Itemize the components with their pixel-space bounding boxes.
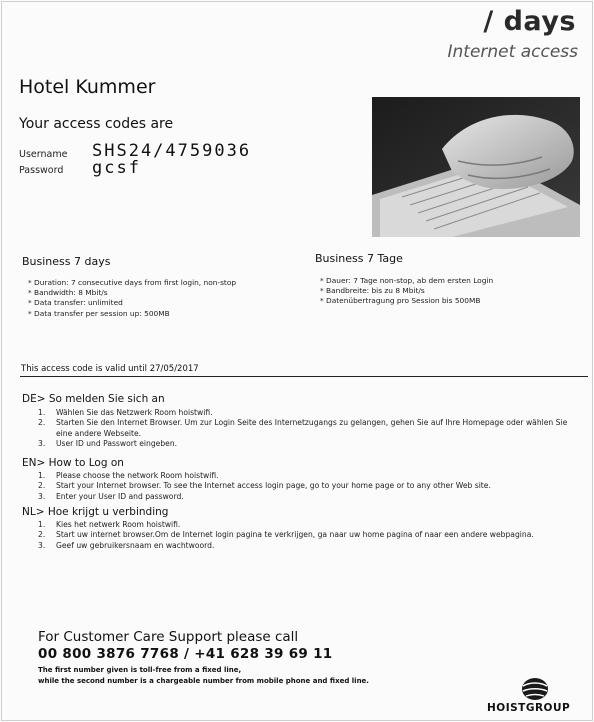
hand-on-laptop-photo [372,97,580,237]
username-value: SHS24/4759036 [92,141,252,161]
step-number: 1. [38,520,46,529]
step-item [38,520,578,530]
username-label: Username [19,149,68,160]
password-value: gcsf [92,158,141,178]
step-item [38,530,578,540]
instructions-de-steps [38,408,578,449]
customer-care-note [38,665,369,687]
password-label: Password [19,165,64,176]
access-codes-heading: Your access codes are [19,116,174,132]
note-line: The first number given is toll-free from a fixed line, [38,666,242,674]
divider [20,376,588,377]
step-text: Geef uw gebruikersnaam en wachtwoord. [56,540,215,550]
step-number: 2. [38,530,46,540]
internet-access-subtitle: Internet access [447,42,578,62]
language-code: DE> [22,393,46,405]
step-number: 1. [38,471,46,480]
plan-feature-item: * Dauer: 7 Tage non-stop, ab dem ersten Login [320,276,493,286]
language-code: NL> [22,506,45,518]
instructions-nl-steps [38,520,578,551]
instructions-title: How to Log on [48,457,124,469]
hotel-name: Hotel Kummer [19,76,156,98]
instructions-de-heading [22,393,165,405]
step-number: 2. [38,481,46,491]
step-item [38,541,578,551]
plan-feature-item: * Bandwidth: 8 Mbit/s [28,288,236,298]
step-text: Start your Internet browser. To see the Internet access login page, go to your home page or to any other Web site. [56,481,491,491]
plan-title-en: Business 7 days [22,255,111,268]
plan-feature-item: * Bandbreite: bis zu 8 Mbit/s [320,286,493,296]
step-text: Wählen Sie das Netzwerk Room hoistwifi. [56,408,213,417]
step-text: Please choose the network Room hoistwifi. [56,471,219,480]
instructions-title: Hoe krijgt u verbinding [47,506,169,518]
plan-feature-item: * Data transfer: unlimited [28,298,236,308]
step-text: User ID und Passwort eingeben. [56,438,178,448]
language-code: EN> [22,457,46,469]
plan-features-de [320,276,493,307]
step-number: 1. [38,408,46,417]
step-item [38,408,578,418]
plan-title-de: Business 7 Tage [315,252,403,265]
plan-feature-item: * Data transfer per session up: 500MB [28,309,236,319]
customer-care-heading: For Customer Care Support please call [38,629,299,645]
step-item [38,418,578,439]
step-item [38,471,578,481]
step-text: Start uw internet browser.Om de Internet login pagina te verkrijgen, ga naar uw home pagina of naar een andere webpagina. [56,530,534,540]
note-line: while the second number is a chargeable number from mobile phone and fixed line. [38,677,369,685]
plan-feature-item: * Datenübertragung pro Session bis 500MB [320,296,493,306]
plan-features-en [28,278,236,319]
step-number: 2. [38,418,46,428]
validity-notice: This access code is valid until 27/05/2017 [21,364,199,374]
step-item [38,492,578,502]
instructions-en-steps [38,471,578,502]
step-number: 3. [38,491,46,501]
step-number: 3. [38,438,46,448]
plan-feature-item: * Duration: 7 consecutive days from first login, non-stop [28,278,236,288]
instructions-nl-heading [22,506,168,518]
step-text: Starten Sie den Internet Browser. Um zur Login Seite des Internetzugangs zu gelangen, gehen Sie auf Ihre Homepage oder wählen Sie eine andere Webseite. [56,418,568,438]
days-title: / days [483,6,576,37]
step-text: Enter your User ID and password. [56,491,184,501]
step-text: Kies het netwerk Room hoistwifi. [56,520,181,529]
step-number: 3. [38,540,46,550]
step-item [38,481,578,491]
step-item [38,439,578,449]
instructions-title: So melden Sie sich an [48,393,165,405]
hoistgroup-globe-icon [520,676,550,702]
instructions-en-heading [22,457,124,469]
customer-care-phone: 00 800 3876 7768 / +41 628 39 69 11 [38,646,333,662]
brand-logo-text: HOISTGROUP [487,702,571,714]
